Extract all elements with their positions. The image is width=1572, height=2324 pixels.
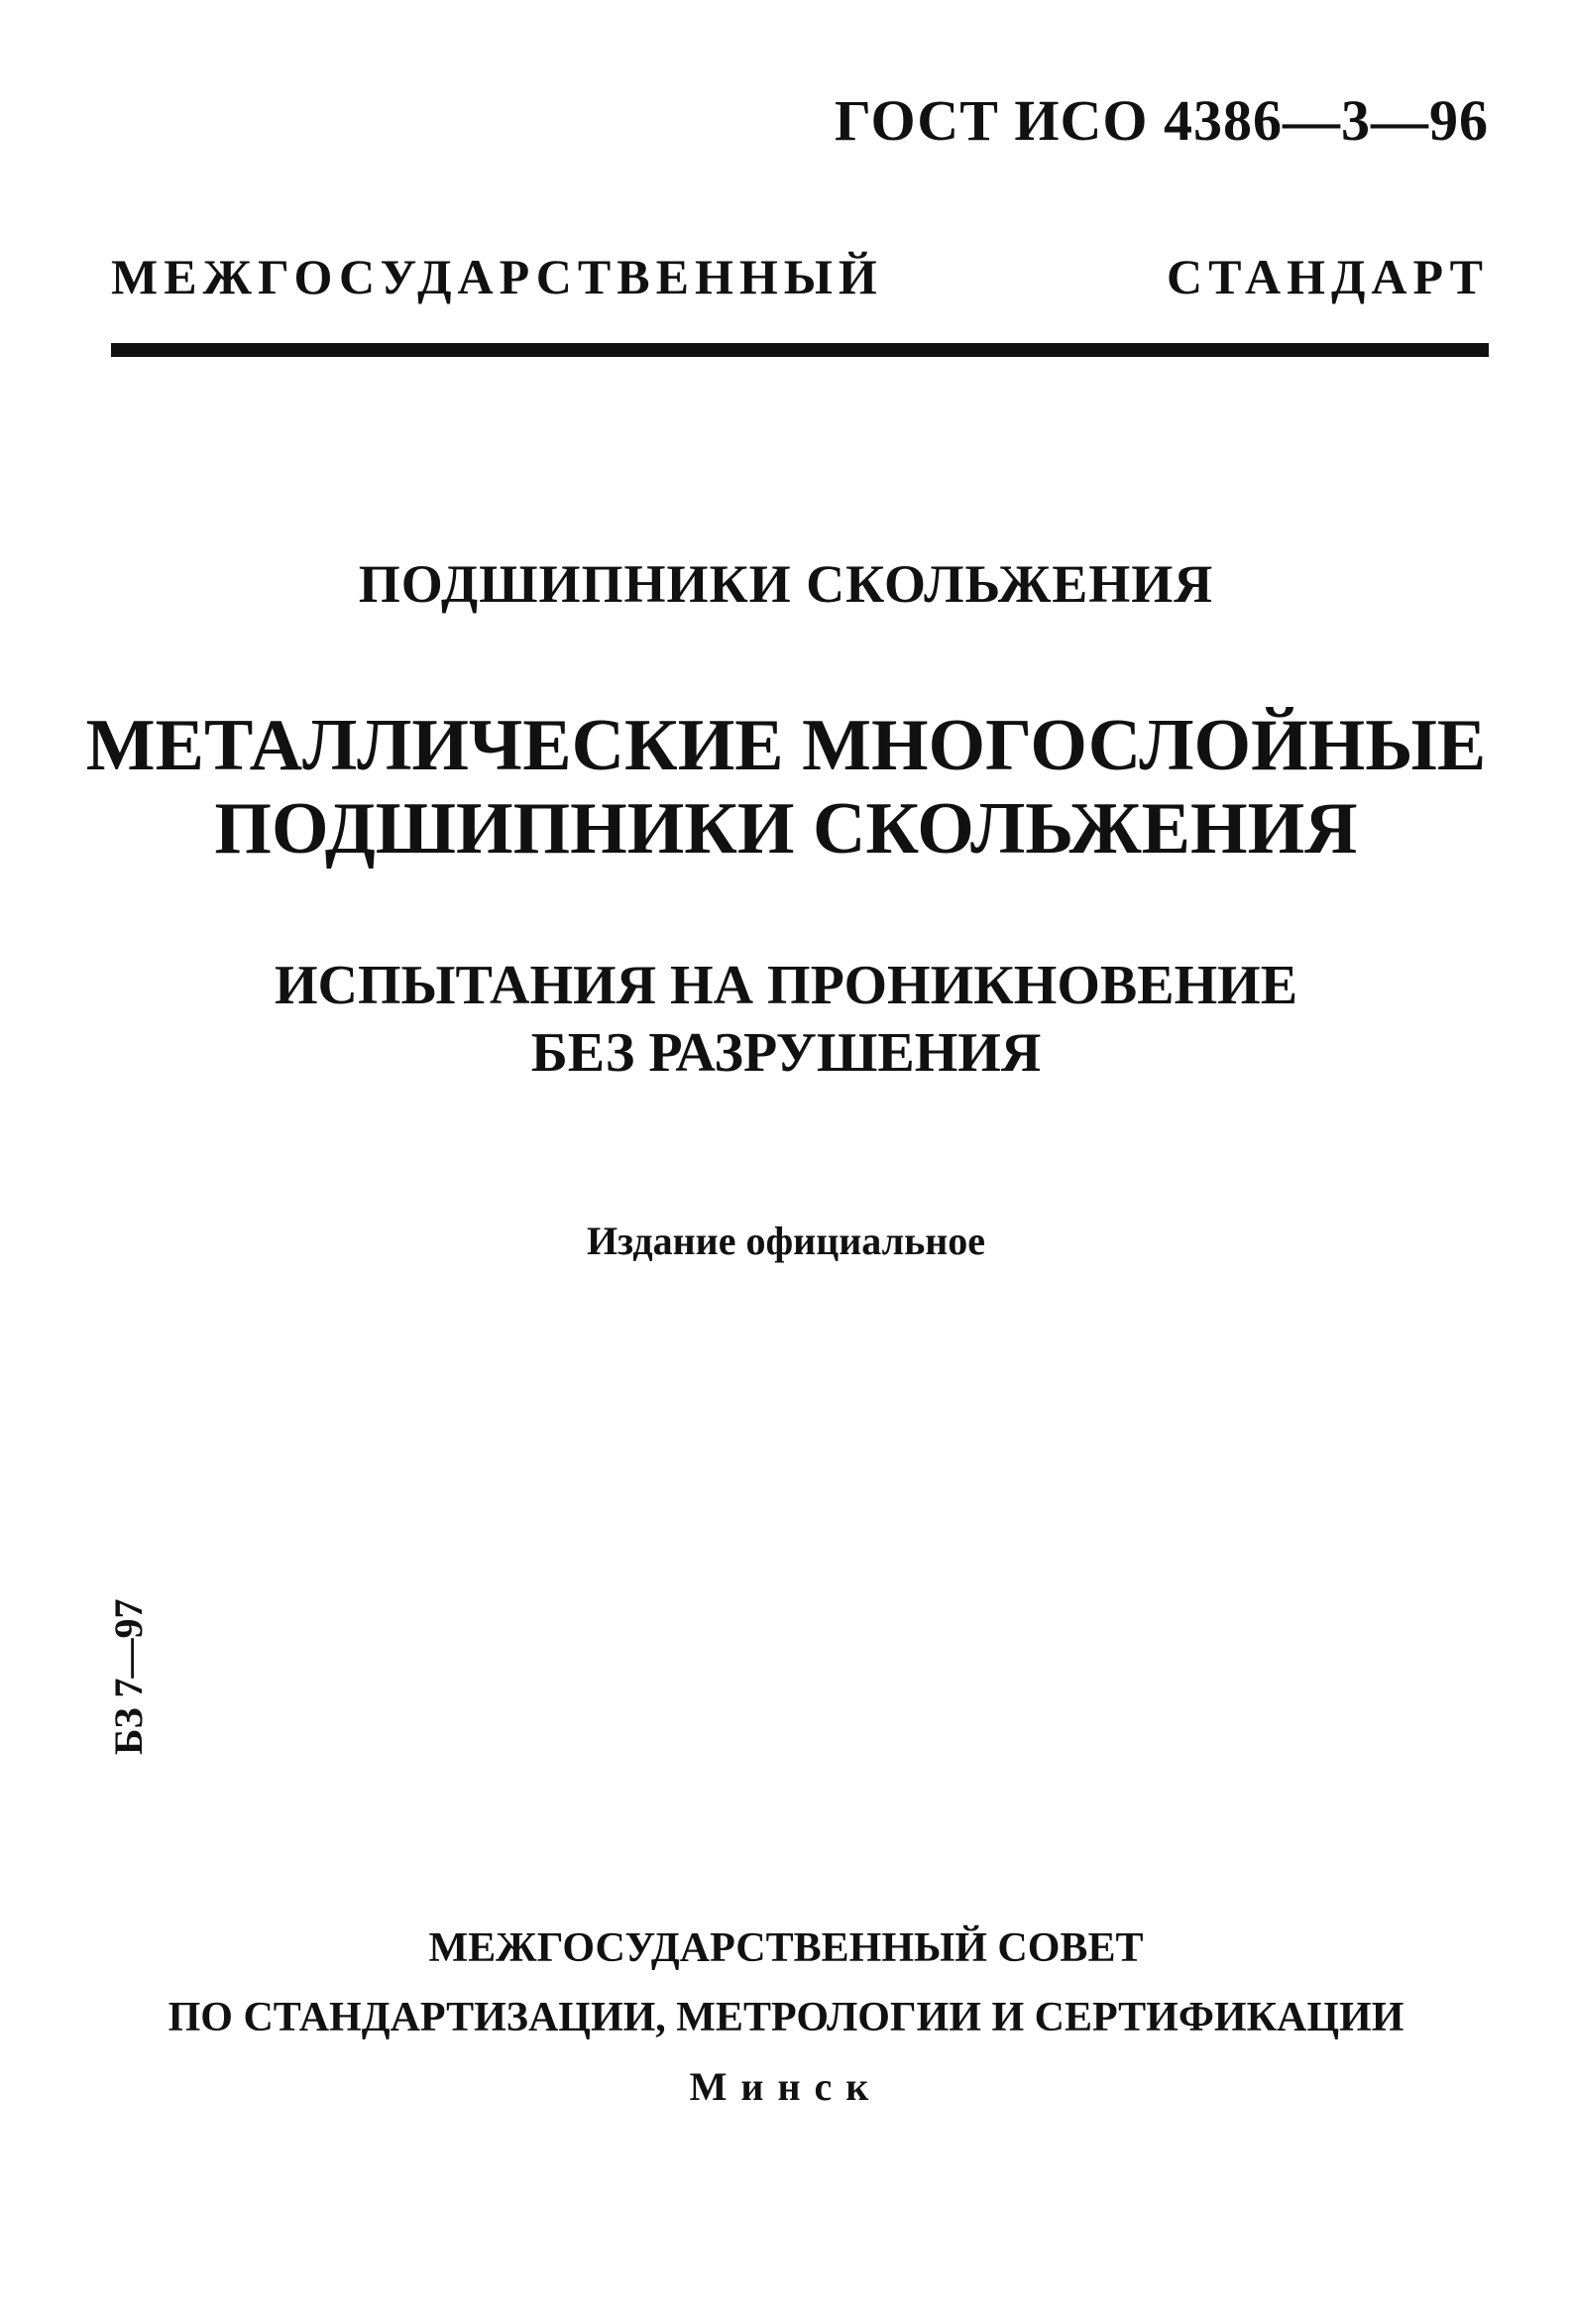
series-title: ПОДШИПНИКИ СКОЛЬЖЕНИЯ	[358, 554, 1214, 614]
publisher-block	[79, 1914, 1493, 2122]
sub-title	[79, 952, 1493, 1087]
publisher-city: Минск	[689, 2064, 883, 2109]
main-title-line-1: МЕТАЛЛИЧЕСКИЕ МНОГОСЛОЙНЫЕ	[85, 705, 1487, 786]
main-title	[79, 704, 1493, 871]
publisher-line-2: ПО СТАНДАРТИЗАЦИИ, МЕТРОЛОГИИ И СЕРТИФИКАЦИИ	[168, 1995, 1404, 2040]
side-code: БЗ 7—97	[106, 1598, 151, 1755]
horizontal-rule	[111, 343, 1489, 357]
main-title-line-2: ПОДШИПНИКИ СКОЛЬЖЕНИЯ	[214, 788, 1358, 870]
standard-type-heading: МЕЖГОСУДАРСТВЕННЫЙ СТАНДАРТ	[111, 249, 1489, 304]
document-number: ГОСТ ИСО 4386—3—96	[835, 88, 1489, 153]
sub-title-line-2: БЕЗ РАЗРУШЕНИЯ	[530, 1022, 1042, 1084]
sub-title-line-1: ИСПЫТАНИЯ НА ПРОНИКНОВЕНИЕ	[274, 955, 1298, 1016]
publisher-line-1: МЕЖГОСУДАРСТВЕННЫЙ СОВЕТ	[428, 1925, 1144, 1971]
edition-label: Издание официальное	[586, 1219, 986, 1263]
